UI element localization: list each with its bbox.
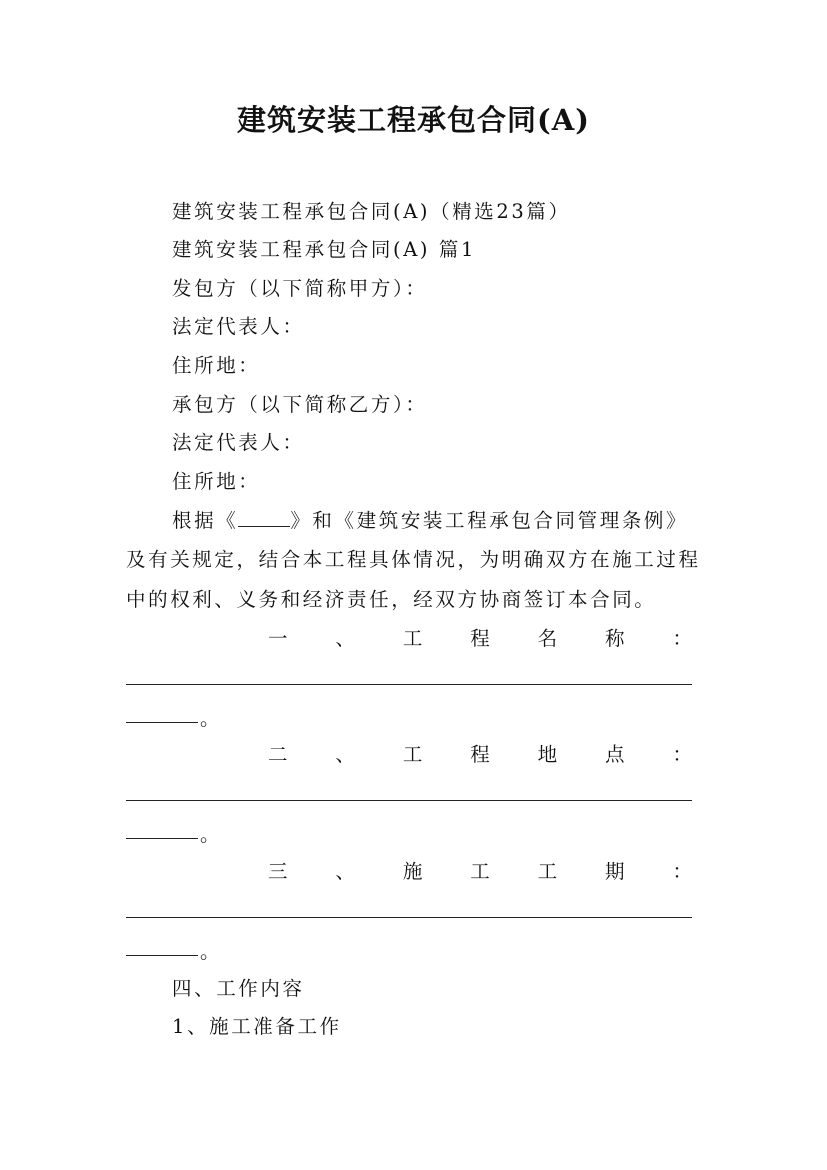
regulation-blank — [238, 508, 290, 527]
item-char: 点 — [605, 743, 625, 766]
item-end: 。 — [200, 940, 220, 963]
item-char: 二 — [268, 743, 288, 766]
collection-heading: 建筑安装工程承包合同(A)（精选23篇） — [172, 200, 571, 223]
section-4-heading: 四、工作内容 — [172, 977, 305, 1000]
item-char: 地 — [537, 743, 558, 766]
item-char: 三 — [268, 860, 288, 883]
item-char: 一 — [268, 627, 288, 650]
fill-line-short — [126, 722, 198, 723]
party-a-label: 发包方（以下简称甲方）： — [172, 277, 428, 300]
subsection-1-heading: 1、施工准备工作 — [172, 1015, 342, 1038]
item-char: 工 — [402, 627, 423, 650]
party-b-representative: 法定代表人： — [172, 431, 305, 454]
item-char: 期 — [605, 860, 625, 883]
party-a-representative: 法定代表人： — [172, 315, 305, 338]
item-char: 程 — [470, 627, 490, 650]
basis-paragraph-line-1 — [172, 507, 688, 535]
fill-line — [126, 684, 692, 685]
item-char: 称 — [605, 627, 625, 650]
basis-paragraph-line-2: 及有关规定，结合本工程具体情况，为明确双方在施工过程 — [126, 548, 701, 571]
basis-paragraph-line-3: 中的权利、义务和经济责任，经双方协商签订本合同。 — [126, 588, 657, 611]
item-construction-period — [268, 858, 692, 886]
fill-line-short — [126, 955, 198, 956]
item-char: 工 — [470, 860, 490, 883]
item-char: 工 — [402, 743, 423, 766]
fill-line-short — [126, 838, 198, 839]
item-char: 施 — [402, 860, 423, 883]
party-b-address: 住所地： — [172, 470, 261, 493]
item-char: ： — [672, 743, 692, 766]
item-char: 、 — [335, 743, 355, 766]
item-end: 。 — [200, 707, 220, 730]
item-project-location — [268, 741, 692, 769]
basis-middle: 》和《建筑安装工程承包合同管理条例》 — [290, 509, 689, 532]
basis-prefix: 根据《 — [172, 509, 239, 532]
fill-line — [126, 917, 692, 918]
item-char: ： — [672, 627, 692, 650]
item-char: 名 — [537, 627, 558, 650]
item-char: 、 — [335, 627, 355, 650]
document-title: 建筑安装工程承包合同(A) — [237, 103, 590, 137]
party-b-label: 承包方（以下简称乙方）： — [172, 393, 428, 416]
fill-line — [126, 800, 692, 801]
item-end: 。 — [200, 823, 220, 846]
article-heading: 建筑安装工程承包合同(A) 篇1 — [172, 238, 477, 261]
item-char: 工 — [537, 860, 558, 883]
item-char: 、 — [335, 860, 355, 883]
item-char: 程 — [470, 743, 490, 766]
item-project-name — [268, 625, 692, 653]
party-a-address: 住所地： — [172, 354, 261, 377]
item-char: ： — [672, 860, 692, 883]
